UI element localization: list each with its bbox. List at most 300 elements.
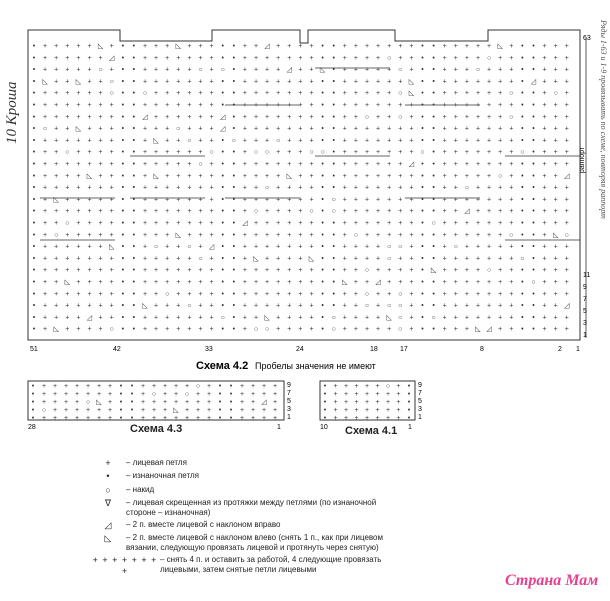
knit-stitch-icon: + — [43, 54, 48, 62]
purl-stitch-icon: • — [119, 415, 123, 422]
purl-stitch-icon: • — [321, 290, 324, 298]
purl-stitch-icon: • — [221, 172, 224, 180]
knit-stitch-icon: + — [387, 267, 392, 275]
knit-stitch-icon: + — [464, 231, 469, 239]
knit-stitch-icon: + — [453, 66, 458, 74]
col-num-18: 18 — [370, 346, 378, 353]
knit-stitch-icon: + — [309, 137, 314, 145]
knit-stitch-icon: + — [85, 415, 91, 422]
knit-stitch-icon: + — [409, 149, 414, 157]
knit-stitch-icon: + — [475, 314, 481, 322]
knit-stitch-icon: + — [376, 113, 381, 121]
knit-stitch-icon: + — [342, 208, 347, 216]
purl-stitch-icon: • — [432, 113, 435, 121]
knit-stitch-icon: + — [396, 407, 401, 414]
knit-stitch-icon: + — [553, 54, 558, 62]
knit-stitch-icon: + — [96, 407, 102, 414]
purl-stitch-icon: • — [232, 302, 236, 310]
purl-stitch-icon: • — [432, 208, 435, 216]
a-col-28: 28 — [28, 424, 36, 431]
knit-stitch-icon: + — [276, 208, 281, 216]
knit-stitch-icon: + — [195, 415, 201, 422]
purl-stitch-icon: • — [521, 161, 524, 168]
knit-stitch-icon: + — [184, 383, 190, 390]
stitch-icon: ○ — [331, 314, 336, 322]
knit-stitch-icon: + — [453, 220, 458, 227]
purl-stitch-icon: • — [32, 267, 36, 275]
knit-stitch-icon: + — [509, 78, 514, 86]
purl-stitch-icon: • — [532, 302, 535, 310]
knit-stitch-icon: + — [398, 161, 403, 168]
knit-stitch-icon: + — [498, 243, 503, 251]
purl-stitch-icon: • — [332, 54, 335, 62]
purl-stitch-icon: • — [432, 290, 435, 298]
knit-stitch-icon: + — [442, 54, 447, 62]
knit-stitch-icon: + — [209, 326, 214, 334]
knit-stitch-icon: + — [173, 399, 179, 406]
knit-stitch-icon: + — [498, 125, 503, 133]
knit-stitch-icon: + — [442, 43, 447, 50]
stitch-icon: ○ — [553, 90, 558, 98]
knit-stitch-icon: + — [98, 54, 103, 62]
stitch-icon: ◿ — [264, 43, 270, 50]
knit-stitch-icon: + — [176, 102, 181, 109]
knit-stitch-icon: + — [298, 66, 303, 74]
knit-stitch-icon: + — [364, 255, 370, 263]
knit-stitch-icon: + — [342, 125, 347, 133]
knit-stitch-icon: + — [342, 196, 347, 204]
knit-stitch-icon: + — [309, 90, 314, 98]
knit-stitch-icon: + — [353, 66, 358, 74]
knit-stitch-icon: + — [198, 314, 203, 322]
purl-stitch-icon: • — [232, 314, 236, 322]
crossed-stitch-icon: ∇ — [104, 497, 112, 508]
stitch-icon: ◿ — [242, 220, 248, 227]
knit-stitch-icon: + — [298, 231, 303, 239]
stitch-icon: ◿ — [86, 314, 93, 322]
knit-stitch-icon: + — [487, 90, 492, 98]
knit-stitch-icon: + — [54, 90, 59, 98]
knit-stitch-icon: + — [98, 102, 103, 109]
stitch-icon: ○ — [464, 184, 470, 192]
knit-stitch-icon: + — [364, 399, 370, 406]
knit-stitch-icon: + — [509, 208, 514, 216]
stitch-icon: ○ — [109, 326, 114, 334]
knit-stitch-icon: + — [542, 43, 547, 50]
knit-stitch-icon: + — [442, 125, 447, 133]
knit-stitch-icon: + — [109, 137, 114, 145]
knit-stitch-icon: + — [453, 102, 458, 109]
knit-stitch-icon: + — [453, 184, 458, 192]
knit-stitch-icon: + — [176, 161, 181, 168]
knit-stitch-icon: + — [187, 208, 192, 216]
knit-stitch-icon: + — [487, 137, 492, 145]
purl-stitch-icon: • — [323, 399, 327, 406]
knit-stitch-icon: + — [364, 161, 370, 168]
knit-stitch-icon: + — [509, 314, 514, 322]
knit-stitch-icon: + — [442, 196, 447, 204]
knit-stitch-icon: + — [553, 279, 558, 286]
purl-stitch-icon: • — [432, 231, 435, 239]
stitch-icon: ◺ — [253, 255, 259, 263]
knit-stitch-icon: + — [342, 184, 347, 192]
knit-stitch-icon: + — [176, 90, 181, 98]
stitch-icon: ○ — [264, 184, 270, 192]
purl-stitch-icon: • — [407, 391, 411, 398]
knit-stitch-icon: + — [76, 231, 81, 239]
knit-stitch-icon: + — [276, 78, 281, 86]
knit-stitch-icon: + — [65, 43, 70, 50]
knit-stitch-icon: + — [87, 43, 92, 50]
knit-stitch-icon: + — [542, 279, 547, 286]
knit-stitch-icon: + — [453, 302, 458, 310]
knit-stitch-icon: + — [96, 391, 102, 398]
knit-stitch-icon: + — [151, 407, 157, 414]
knit-stitch-icon: + — [376, 161, 381, 168]
knit-stitch-icon: + — [398, 172, 403, 180]
knit-stitch-icon: + — [396, 399, 401, 406]
knit-stitch-icon: + — [65, 90, 70, 98]
purl-stitch-icon: • — [532, 102, 535, 109]
knit-stitch-icon: + — [187, 255, 192, 263]
stitch-icon: ○ — [109, 78, 114, 86]
knit-stitch-icon: + — [364, 231, 370, 239]
purl-stitch-icon: • — [132, 290, 136, 298]
stitch-icon: ◺ — [408, 90, 415, 98]
knit-stitch-icon: + — [553, 43, 558, 50]
knit-stitch-icon: + — [253, 279, 259, 286]
knit-stitch-icon: + — [542, 243, 547, 251]
stitch-icon: ○ — [564, 231, 569, 239]
knit-stitch-icon: + — [487, 184, 492, 192]
knit-stitch-icon: + — [498, 196, 503, 204]
purl-stitch-icon: • — [32, 149, 36, 157]
knit-stitch-icon: + — [253, 125, 259, 133]
purl-stitch-icon: • — [532, 290, 535, 298]
knit-stitch-icon: + — [487, 66, 492, 74]
knit-stitch-icon: + — [342, 255, 347, 263]
knit-stitch-icon: + — [542, 184, 547, 192]
knit-stitch-icon: + — [176, 66, 181, 74]
stitch-icon: ○ — [398, 290, 403, 298]
knit-stitch-icon: + — [54, 267, 59, 275]
knit-stitch-icon: + — [165, 314, 170, 322]
knit-stitch-icon: + — [54, 184, 59, 192]
knit-stitch-icon: + — [464, 54, 469, 62]
knit-stitch-icon: + — [242, 54, 247, 62]
knit-stitch-icon: + — [142, 78, 148, 86]
knit-stitch-icon: + — [74, 391, 80, 398]
knit-stitch-icon: + — [87, 255, 92, 263]
knit-stitch-icon: + — [253, 113, 259, 121]
knit-stitch-icon: + — [187, 149, 192, 157]
knit-stitch-icon: + — [353, 161, 358, 168]
knit-stitch-icon: + — [487, 172, 492, 180]
row-num-63: 63 — [583, 35, 591, 42]
purl-stitch-icon: • — [532, 196, 535, 204]
col-num-42: 42 — [113, 346, 121, 353]
purl-stitch-icon: • — [521, 54, 524, 62]
knit-stitch-icon: + — [239, 407, 245, 414]
knit-stitch-icon: + — [464, 137, 469, 145]
knit-stitch-icon: + — [198, 54, 203, 62]
knit-stitch-icon: + — [309, 302, 314, 310]
knit-stitch-icon: + — [43, 279, 48, 286]
purl-stitch-icon: • — [421, 231, 424, 239]
b-row-1: 1 — [418, 414, 422, 421]
stitch-icon: ○ — [253, 208, 259, 216]
knit-stitch-icon: + — [287, 161, 292, 168]
knit-stitch-icon: + — [387, 125, 392, 133]
knit-stitch-icon: + — [173, 415, 179, 422]
stitch-icon: ○ — [387, 54, 392, 62]
knit-stitch-icon: + — [98, 125, 103, 133]
knit-stitch-icon: + — [76, 161, 81, 168]
knit-stitch-icon: + — [87, 302, 92, 310]
knit-stitch-icon: + — [109, 231, 114, 239]
knit-stitch-icon: + — [342, 314, 347, 322]
purl-stitch-icon: • — [232, 208, 236, 216]
knit-stitch-icon: + — [142, 161, 148, 168]
knit-stitch-icon: + — [276, 243, 281, 251]
knit-stitch-icon: + — [195, 391, 201, 398]
purl-stitch-icon: • — [232, 66, 236, 74]
purl-stitch-icon: • — [421, 102, 424, 109]
knit-stitch-icon: + — [43, 137, 48, 145]
knit-stitch-icon: + — [475, 184, 481, 192]
knit-stitch-icon: + — [376, 125, 381, 133]
stitch-icon: ◺ — [475, 326, 481, 334]
purl-stitch-icon: • — [121, 66, 125, 74]
knit-stitch-icon: + — [498, 137, 503, 145]
knit-stitch-icon: + — [65, 102, 70, 109]
knit-stitch-icon: + — [253, 78, 259, 86]
knit-stitch-icon: + — [475, 43, 481, 50]
knit-stitch-icon: + — [265, 66, 270, 74]
legend-text: – снять 4 п. и оставить за работой, 4 следующие провязать лицевыми, затем снятые петли лицевыми — [160, 555, 382, 574]
stitch-icon: ○ — [475, 66, 481, 74]
knit-stitch-icon: + — [276, 125, 281, 133]
knit-stitch-icon: + — [265, 290, 270, 298]
knit-stitch-icon: + — [187, 125, 192, 133]
knit-stitch-icon: + — [453, 314, 458, 322]
knit-stitch-icon: + — [154, 184, 159, 192]
knit-stitch-icon: + — [464, 172, 469, 180]
knit-stitch-icon: + — [154, 314, 159, 322]
stitch-icon: ○ — [264, 326, 270, 334]
knit-stitch-icon: + — [364, 78, 370, 86]
knit-stitch-icon: + — [187, 184, 192, 192]
purl-stitch-icon: • — [232, 113, 236, 121]
knit-stitch-icon: + — [142, 196, 148, 204]
knit-stitch-icon: + — [409, 208, 414, 216]
knit-stitch-icon: + — [542, 314, 547, 322]
knit-stitch-icon: + — [375, 399, 380, 406]
knit-stitch-icon: + — [276, 113, 281, 121]
stitch-icon: ○ — [486, 267, 492, 275]
knit-stitch-icon: + — [542, 161, 547, 168]
knit-stitch-icon: + — [209, 302, 214, 310]
knit-stitch-icon: + — [98, 90, 103, 98]
purl-stitch-icon: • — [221, 267, 224, 275]
knit-stitch-icon: + — [442, 90, 447, 98]
purl-stitch-icon: • — [421, 66, 424, 74]
knit-stitch-icon: + — [509, 172, 514, 180]
yarn-over-icon: ○ — [105, 484, 111, 495]
stitch-icon: ◿ — [220, 125, 226, 133]
purl-stitch-icon: • — [32, 243, 36, 251]
knit-stitch-icon: + — [109, 125, 114, 133]
knit-stitch-icon: + — [109, 279, 114, 286]
knit-stitch-icon: + — [109, 255, 114, 263]
knit-stitch-icon: + — [409, 113, 414, 121]
knit-stitch-icon: + — [364, 90, 370, 98]
knit-stitch-icon: + — [387, 290, 392, 298]
stitch-icon: ◺ — [42, 78, 48, 86]
knit-stitch-icon: + — [187, 161, 192, 168]
knit-stitch-icon: + — [63, 407, 69, 414]
knit-stitch-icon: + — [165, 137, 170, 145]
knit-stitch-icon: + — [553, 314, 558, 322]
purl-stitch-icon: • — [521, 90, 524, 98]
purl-stitch-icon: • — [332, 243, 335, 251]
knit-stitch-icon: + — [41, 383, 47, 390]
purl-stitch-icon: • — [532, 172, 535, 180]
stitch-icon: ◺ — [175, 43, 181, 50]
knit-stitch-icon: + — [553, 220, 558, 227]
knit-stitch-icon: + — [209, 184, 214, 192]
stitch-icon: ○ — [520, 255, 525, 263]
purl-stitch-icon: • — [232, 243, 236, 251]
purl-stitch-icon: • — [229, 415, 233, 422]
knit-stitch-icon: + — [65, 255, 70, 263]
knit-stitch-icon: + — [387, 113, 392, 121]
purl-stitch-icon: • — [521, 66, 524, 74]
knit-stitch-icon: + — [542, 302, 547, 310]
purl-stitch-icon: • — [218, 399, 222, 406]
knit-stitch-icon: + — [487, 255, 492, 263]
knit-stitch-icon: + — [475, 137, 481, 145]
knit-stitch-icon: + — [376, 54, 381, 62]
knit-stitch-icon: + — [409, 243, 414, 251]
purl-stitch-icon: • — [332, 279, 335, 286]
knit-stitch-icon: + — [98, 243, 103, 251]
purl-stitch-icon: • — [132, 113, 136, 121]
knit-stitch-icon: + — [43, 184, 48, 192]
stitch-icon: ◿ — [408, 161, 415, 168]
knit-stitch-icon: + — [76, 113, 81, 121]
knit-stitch-icon: + — [475, 267, 481, 275]
knit-stitch-icon: + — [442, 172, 447, 180]
purl-stitch-icon: • — [132, 279, 136, 286]
stitch-icon: ○ — [398, 243, 403, 251]
purl-stitch-icon: • — [432, 43, 435, 50]
knit-stitch-icon: + — [87, 208, 92, 216]
knit-stitch-icon: + — [87, 125, 92, 133]
knit-stitch-icon: + — [109, 102, 114, 109]
purl-stitch-icon: • — [31, 383, 35, 390]
stitch-icon: ○ — [387, 255, 392, 263]
knit-stitch-icon: + — [242, 78, 247, 86]
knit-stitch-icon: + — [364, 43, 370, 50]
knit-stitch-icon: + — [96, 383, 102, 390]
legend-crossed — [90, 498, 400, 518]
knit-stitch-icon: + — [98, 220, 103, 227]
knit-stitch-icon: + — [140, 399, 146, 406]
knit-stitch-icon: + — [375, 415, 380, 422]
knit-stitch-icon: + — [276, 231, 281, 239]
knit-stitch-icon: + — [342, 243, 347, 251]
knit-stitch-icon: + — [509, 255, 514, 263]
knit-stitch-icon: + — [276, 267, 281, 275]
knit-stitch-icon: + — [109, 184, 114, 192]
knit-stitch-icon: + — [542, 102, 547, 109]
knit-stitch-icon: + — [43, 255, 48, 263]
knit-stitch-icon: + — [409, 279, 414, 286]
knit-stitch-icon: + — [487, 113, 492, 121]
purl-stitch-icon: • — [132, 231, 136, 239]
stitch-icon: ◿ — [208, 243, 215, 251]
knit-stitch-icon: + — [43, 43, 48, 50]
purl-stitch-icon: • — [521, 231, 524, 239]
purl-stitch-icon: • — [232, 184, 236, 192]
purl-stitch-icon: • — [421, 113, 424, 121]
knit-stitch-icon: + — [442, 149, 447, 157]
knit-stitch-icon: + — [376, 326, 381, 334]
a-row-3: 3 — [287, 406, 291, 413]
knit-stitch-icon: + — [87, 113, 92, 121]
knit-stitch-icon: + — [242, 326, 247, 334]
knit-stitch-icon: + — [195, 399, 201, 406]
purl-stitch-icon: • — [218, 383, 222, 390]
knit-stitch-icon: + — [298, 279, 303, 286]
knit-stitch-icon: + — [209, 290, 214, 298]
stitch-icon: ◺ — [497, 43, 503, 50]
knit-stitch-icon: + — [509, 137, 514, 145]
knit-stitch-icon: + — [553, 78, 558, 86]
knit-stitch-icon: + — [442, 231, 447, 239]
stitch-icon: ○ — [85, 399, 91, 406]
purl-stitch-icon: • — [121, 78, 125, 86]
knit-stitch-icon: + — [165, 196, 170, 204]
knit-stitch-icon: + — [54, 66, 59, 74]
knit-stitch-icon: + — [564, 208, 569, 216]
knit-stitch-icon: + — [364, 208, 370, 216]
col-num-24: 24 — [296, 346, 304, 353]
purl-stitch-icon: • — [432, 196, 435, 204]
purl-stitch-icon: • — [421, 302, 424, 310]
purl-stitch-icon: • — [121, 255, 125, 263]
knit-stitch-icon: + — [209, 255, 214, 263]
knit-stitch-icon: + — [87, 78, 92, 86]
knit-stitch-icon: + — [187, 231, 192, 239]
stitch-icon: ○ — [387, 302, 392, 310]
stitch-icon: ◺ — [153, 172, 159, 180]
stitch-icon: ○ — [264, 149, 270, 157]
knit-stitch-icon: + — [387, 90, 392, 98]
knit-stitch-icon: + — [353, 279, 358, 286]
knit-stitch-icon: + — [353, 43, 358, 50]
stitch-icon: ○ — [320, 149, 325, 157]
stitch-icon: ○ — [509, 90, 514, 98]
stitch-icon: ○ — [364, 113, 370, 121]
knit-stitch-icon: + — [409, 184, 414, 192]
knit-stitch-icon: + — [209, 43, 214, 50]
knit-stitch-icon: + — [276, 54, 281, 62]
purl-stitch-icon: • — [521, 302, 524, 310]
purl-stitch-icon: • — [321, 243, 324, 251]
knit-stitch-icon: + — [43, 90, 48, 98]
